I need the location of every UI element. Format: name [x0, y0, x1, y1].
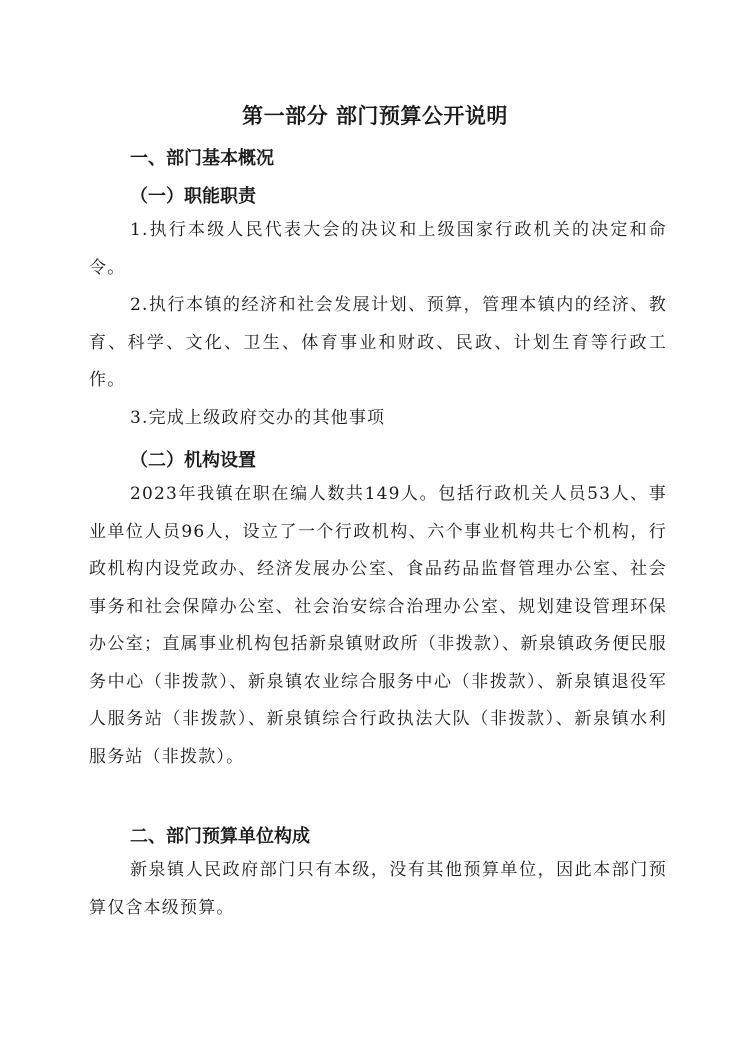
budget-units-paragraph: 新泉镇人民政府部门只有本级，没有其他预算单位，因此本部门预算仅含本级预算。 [89, 860, 667, 918]
organization-paragraph: 2023年我镇在职在编人数共149人。包括行政机关人员53人、事业单位人员96人，设立了一个行政机构、六个事业机构共七个机构，行政机构内设党政办、经济发展办公室、食品药品监督管理办公室、社会事务和社会保障办公室、社会治安综合治理办公室、规划建设管理环保办公室；直属事业机构包括新泉镇财政所（非拨款）、新泉镇政务便民服务中心（非拨款）、新泉镇农业综合服务中心（非拨款）、新泉镇退役军人服务站（非拨款）、新泉镇综合行政执法大队（非拨款）、新泉镇水利服务站（非拨款）。 [89, 484, 667, 767]
duty-paragraph-3: 3.完成上级政府交办的其他事项 [130, 408, 386, 428]
section-heading-budget-units: 二、部门预算单位构成 [130, 826, 310, 847]
duty-paragraph-1: 1.执行本级人民代表大会的决议和上级国家行政机关的决定和命令。 [89, 220, 667, 278]
duty-paragraph-2: 2.执行本镇的经济和社会发展计划、预算，管理本镇内的经济、教育、科学、文化、卫生、体育事业和财政、民政、计划生育等行政工作。 [89, 295, 667, 390]
page-title: 第一部分 部门预算公开说明 [242, 103, 508, 128]
section-heading-dept-overview: 一、部门基本概况 [130, 148, 274, 169]
subsection-heading-organization: （二）机构设置 [130, 450, 256, 471]
subsection-heading-duties: （一）职能职责 [130, 186, 256, 207]
